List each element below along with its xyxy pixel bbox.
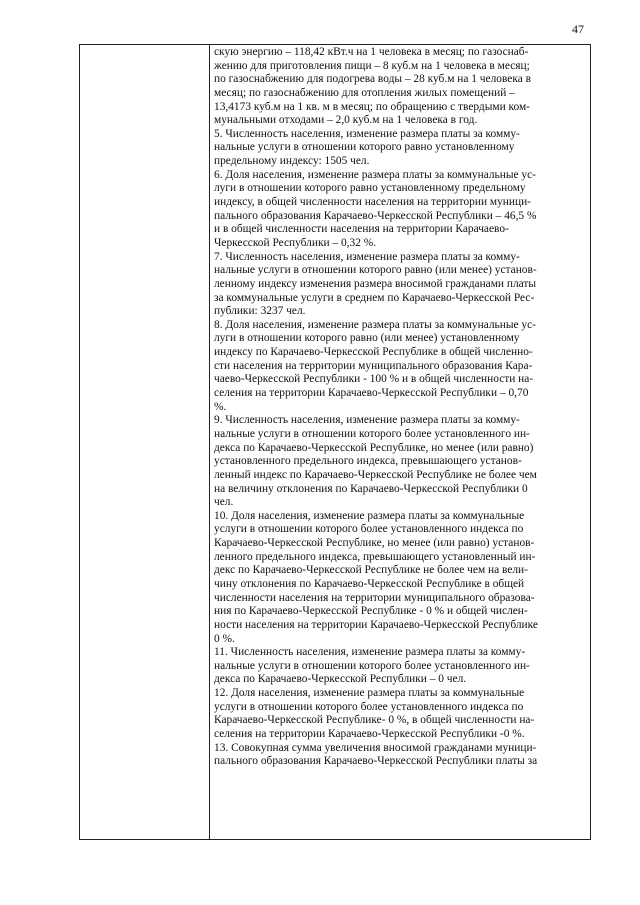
page-number: 47 (572, 22, 584, 36)
text-line: Карачаево-Черкесской Республике- 0 %, в общей численности на- (214, 714, 535, 727)
text-line: чину отклонения по Карачаево-Черкесской Республике в общей (214, 577, 525, 590)
text-line: Карачаево-Черкесской Республике, но менее (или равно) установ- (214, 537, 535, 550)
text-line: 9. Численность населения, изменение размера платы за комму- (214, 414, 520, 427)
text-line: декса по Карачаево-Черкесской Республике, но менее (или равно) (214, 441, 534, 454)
text-line: луги в отношении которого равно установленному предельному (214, 182, 526, 195)
text-line: ности населения на территории Карачаево-Черкесской Республике (214, 618, 538, 631)
text-line: 13. Совокупная сумма увеличения вносимой гражданами муници- (214, 741, 537, 754)
table-left-cell (80, 45, 210, 839)
text-line: чаево-Черкесской Республики - 100 % и в общей численности на- (214, 373, 534, 386)
text-line: 0 %. (214, 632, 235, 645)
text-line: пального образования Карачаево-Черкесской Республики – 46,5 % (214, 209, 537, 222)
text-line: селения на территории Карачаево-Черкесской Республики -0 %. (214, 728, 525, 741)
table-text-cell (210, 45, 592, 839)
text-line: на величину отклонения по Карачаево-Черкесской Республики 0 (214, 482, 528, 495)
text-line: 10. Доля населения, изменение размера платы за коммунальные (214, 509, 525, 522)
text-line: нальные услуги в отношении которого более установленного ин- (214, 427, 530, 440)
text-line: 11. Численность населения, изменение размера платы за комму- (214, 646, 526, 659)
text-line: чел. (214, 496, 234, 509)
text-line: Черкесской Республики – 0,32 %. (214, 236, 377, 249)
text-line: и в общей численности населения на территории Карачаево- (214, 223, 509, 236)
text-line: предельному индексу: 1505 чел. (214, 155, 370, 168)
text-line: сти населения на территории муниципального образования Кара- (214, 359, 533, 372)
text-line: декс по Карачаево-Черкесской Республике не более чем на вели- (214, 564, 528, 577)
text-line: по газоснабжению для подогрева воды – 28 куб.м на 1 человека в (214, 73, 531, 86)
text-line: индексу по Карачаево-Черкесской Республике в общей численно- (214, 346, 533, 359)
text-line: установленного предельного индекса, превышающего установ- (214, 455, 522, 468)
text-line: за коммунальные услуги в среднем по Карачаево-Черкесской Рес- (214, 291, 535, 304)
text-line: 7. Численность населения, изменение размера платы за комму- (214, 250, 520, 263)
text-line: 8. Доля населения, изменение размера платы за коммунальные ус- (214, 318, 536, 331)
text-line: численности населения на территории муниципального образова- (214, 591, 535, 604)
text-line: жению для приготовления пищи – 8 куб.м на 1 человека в месяц; (214, 59, 530, 72)
text-line: ленному индексу изменения размера вносимой гражданами платы (214, 277, 537, 290)
text-line: ния по Карачаево-Черкесской Республике - 0 % и общей числен- (214, 605, 528, 618)
text-line: луги в отношении которого равно (или менее) установленному (214, 332, 520, 345)
document-table (79, 44, 591, 840)
text-line: нальные услуги в отношении которого равно установленному (214, 141, 515, 154)
text-line: %. (214, 400, 227, 413)
text-line (214, 769, 588, 783)
text-line: селения на территории Карачаево-Черкесской Республики – 0,70 (214, 387, 529, 400)
text-line: мунальными отходами – 2,0 куб.м на 1 человека в год. (214, 114, 478, 127)
text-line: 13,4173 куб.м на 1 кв. м в месяц; по обращению с твердыми ком- (214, 100, 530, 113)
text-line: скую энергию – 118,42 кВт.ч на 1 человека в месяц; по газоснаб- (214, 46, 529, 58)
text-line: ленный индекс по Карачаево-Черкесской Республике не более чем (214, 468, 537, 481)
text-line: нальные услуги в отношении которого равно (или менее) установ- (214, 264, 537, 277)
text-line: ленного предельного индекса, превышающего установленный ин- (214, 550, 536, 563)
text-line: декса по Карачаево-Черкесской Республики – 0 чел. (214, 673, 467, 686)
text-line: 5. Численность населения, изменение размера платы за комму- (214, 127, 520, 140)
text-line: 6. Доля населения, изменение размера платы за коммунальные ус- (214, 168, 536, 181)
text-line: индексу, в общей численности населения на территории муници- (214, 196, 531, 209)
text-line: услуги в отношении которого более установленного индекса по (214, 700, 524, 713)
text-line: публики: 3237 чел. (214, 305, 306, 318)
text-line: 12. Доля населения, изменение размера платы за коммунальные (214, 687, 525, 700)
text-line: нальные услуги в отношении которого более установленного ин- (214, 659, 530, 672)
text-line: пального образования Карачаево-Черкесской Республики платы за (214, 755, 538, 768)
text-line: месяц; по газоснабжению для отопления жилых помещений – (214, 86, 515, 99)
text-line: услуги в отношении которого более установленного индекса по (214, 523, 524, 536)
